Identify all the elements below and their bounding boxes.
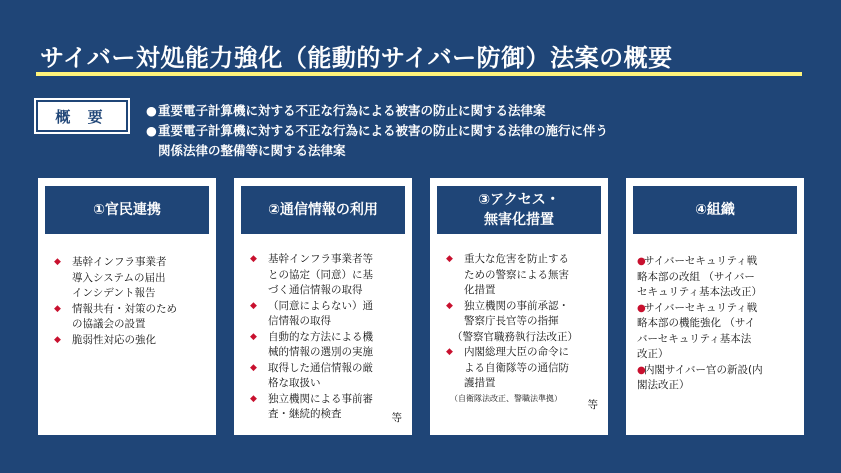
list-item: ● サイバーセキュリティ戦 (637, 301, 794, 317)
diamond-bullet-icon: ◆ (250, 393, 257, 404)
list-item: ◆ （同意によらない）通 信情報の取得 (248, 299, 402, 330)
card-heading: ③アクセス・ 無害化措置 (437, 186, 601, 234)
law-note: （警察官職務執行法改正） (452, 330, 578, 343)
card-public-private (38, 178, 216, 435)
list-item: ◆ 取得した通信情報の厳 格な取扱い (248, 361, 402, 392)
card-body (248, 252, 402, 423)
overview-list (146, 101, 608, 161)
overview-item-text: 重要電子計算機に対する不正な行為による被害の防止に関する法律の施行に伴う (158, 123, 609, 138)
bullet-icon: ● (146, 123, 157, 138)
red-dot-icon: ● (637, 364, 646, 376)
list-item: ◆ 内閣総理大臣の命令に よる自衛隊等の通信防 護措置 (444, 345, 598, 392)
card-access-neutralization (430, 178, 608, 435)
title-underline (36, 72, 802, 76)
red-dot-icon: ● (637, 302, 646, 314)
list-item: ◆ 重大な危害を防止する ための警察による無害 化措置 (444, 252, 598, 299)
page-title: サイバー対処能力強化（能動的サイバー防御）法案の概要 (40, 44, 673, 72)
list-item: ◆ 自動的な方法による機 械的情報の選別の実施 (248, 330, 402, 361)
card-organization (626, 178, 804, 435)
diamond-bullet-icon: ◆ (250, 300, 257, 311)
card-heading: ④組織 (633, 186, 797, 234)
list-item-continuation: セキュリティ基本法改正） (637, 286, 762, 298)
list-item-continuation: 改正） (637, 348, 669, 360)
card-body (444, 252, 598, 406)
card-body (52, 255, 206, 348)
list-item: ◆ 基幹インフラ事業者 導入システムの届出 インシデント報告 (52, 255, 206, 302)
overview-badge: 概 要 (36, 100, 128, 132)
diamond-bullet-icon: ◆ (54, 303, 61, 314)
diamond-bullet-icon: ◆ (54, 334, 61, 345)
list-item: ● 内閣サイバー官の新設(内 (637, 363, 794, 379)
list-item: ◆ 独立機関の事前承認・ 警察庁長官等の指揮 (444, 299, 598, 330)
etc-label: 等 (587, 399, 598, 411)
list-item-continuation: 閣法改正） (637, 379, 690, 391)
list-item: ● サイバーセキュリティ戦 (637, 254, 794, 270)
list-item: ◆ 独立機関による事前審 査・継続的検査 (248, 392, 402, 423)
bullet-icon: ● (146, 103, 157, 118)
card-heading: ①官民連携 (45, 186, 209, 234)
overview-item-text: 重要電子計算機に対する不正な行為による被害の防止に関する法律案 (158, 103, 546, 118)
list-item: ◆ 脆弱性対応の強化 (52, 333, 206, 349)
law-note: （自衛隊法改正、警職法準拠） (450, 393, 562, 403)
diamond-bullet-icon: ◆ (250, 254, 257, 264)
card-body (637, 254, 794, 394)
etc-label: 等 (391, 412, 402, 424)
card-heading: ②通信情報の利用 (241, 186, 405, 234)
diamond-bullet-icon: ◆ (54, 257, 61, 267)
list-item-continuation: 略本部の機能強化 （サイ (637, 317, 756, 329)
list-item: ◆ 基幹インフラ事業者等 との協定（同意）に基 づく通信情報の取得 (248, 252, 402, 299)
red-dot-icon: ● (637, 256, 646, 267)
list-item-continuation: バーセキュリティ基本法 (637, 332, 752, 345)
list-item-continuation: 略本部の改組 （サイバー (637, 270, 755, 283)
overview-item-text: 関係法律の整備等に関する法律案 (158, 143, 346, 158)
diamond-bullet-icon: ◆ (250, 331, 257, 342)
card-communication-info (234, 178, 412, 435)
diamond-bullet-icon: ◆ (446, 300, 453, 311)
diamond-bullet-icon: ◆ (250, 362, 257, 373)
diamond-bullet-icon: ◆ (446, 347, 453, 357)
overview-item (146, 121, 608, 141)
overview-item-continuation (146, 141, 608, 161)
overview-item (146, 101, 608, 121)
diamond-bullet-icon: ◆ (446, 254, 453, 264)
list-item: ◆ 情報共有・対策のため の協議会の設置 (52, 302, 206, 333)
